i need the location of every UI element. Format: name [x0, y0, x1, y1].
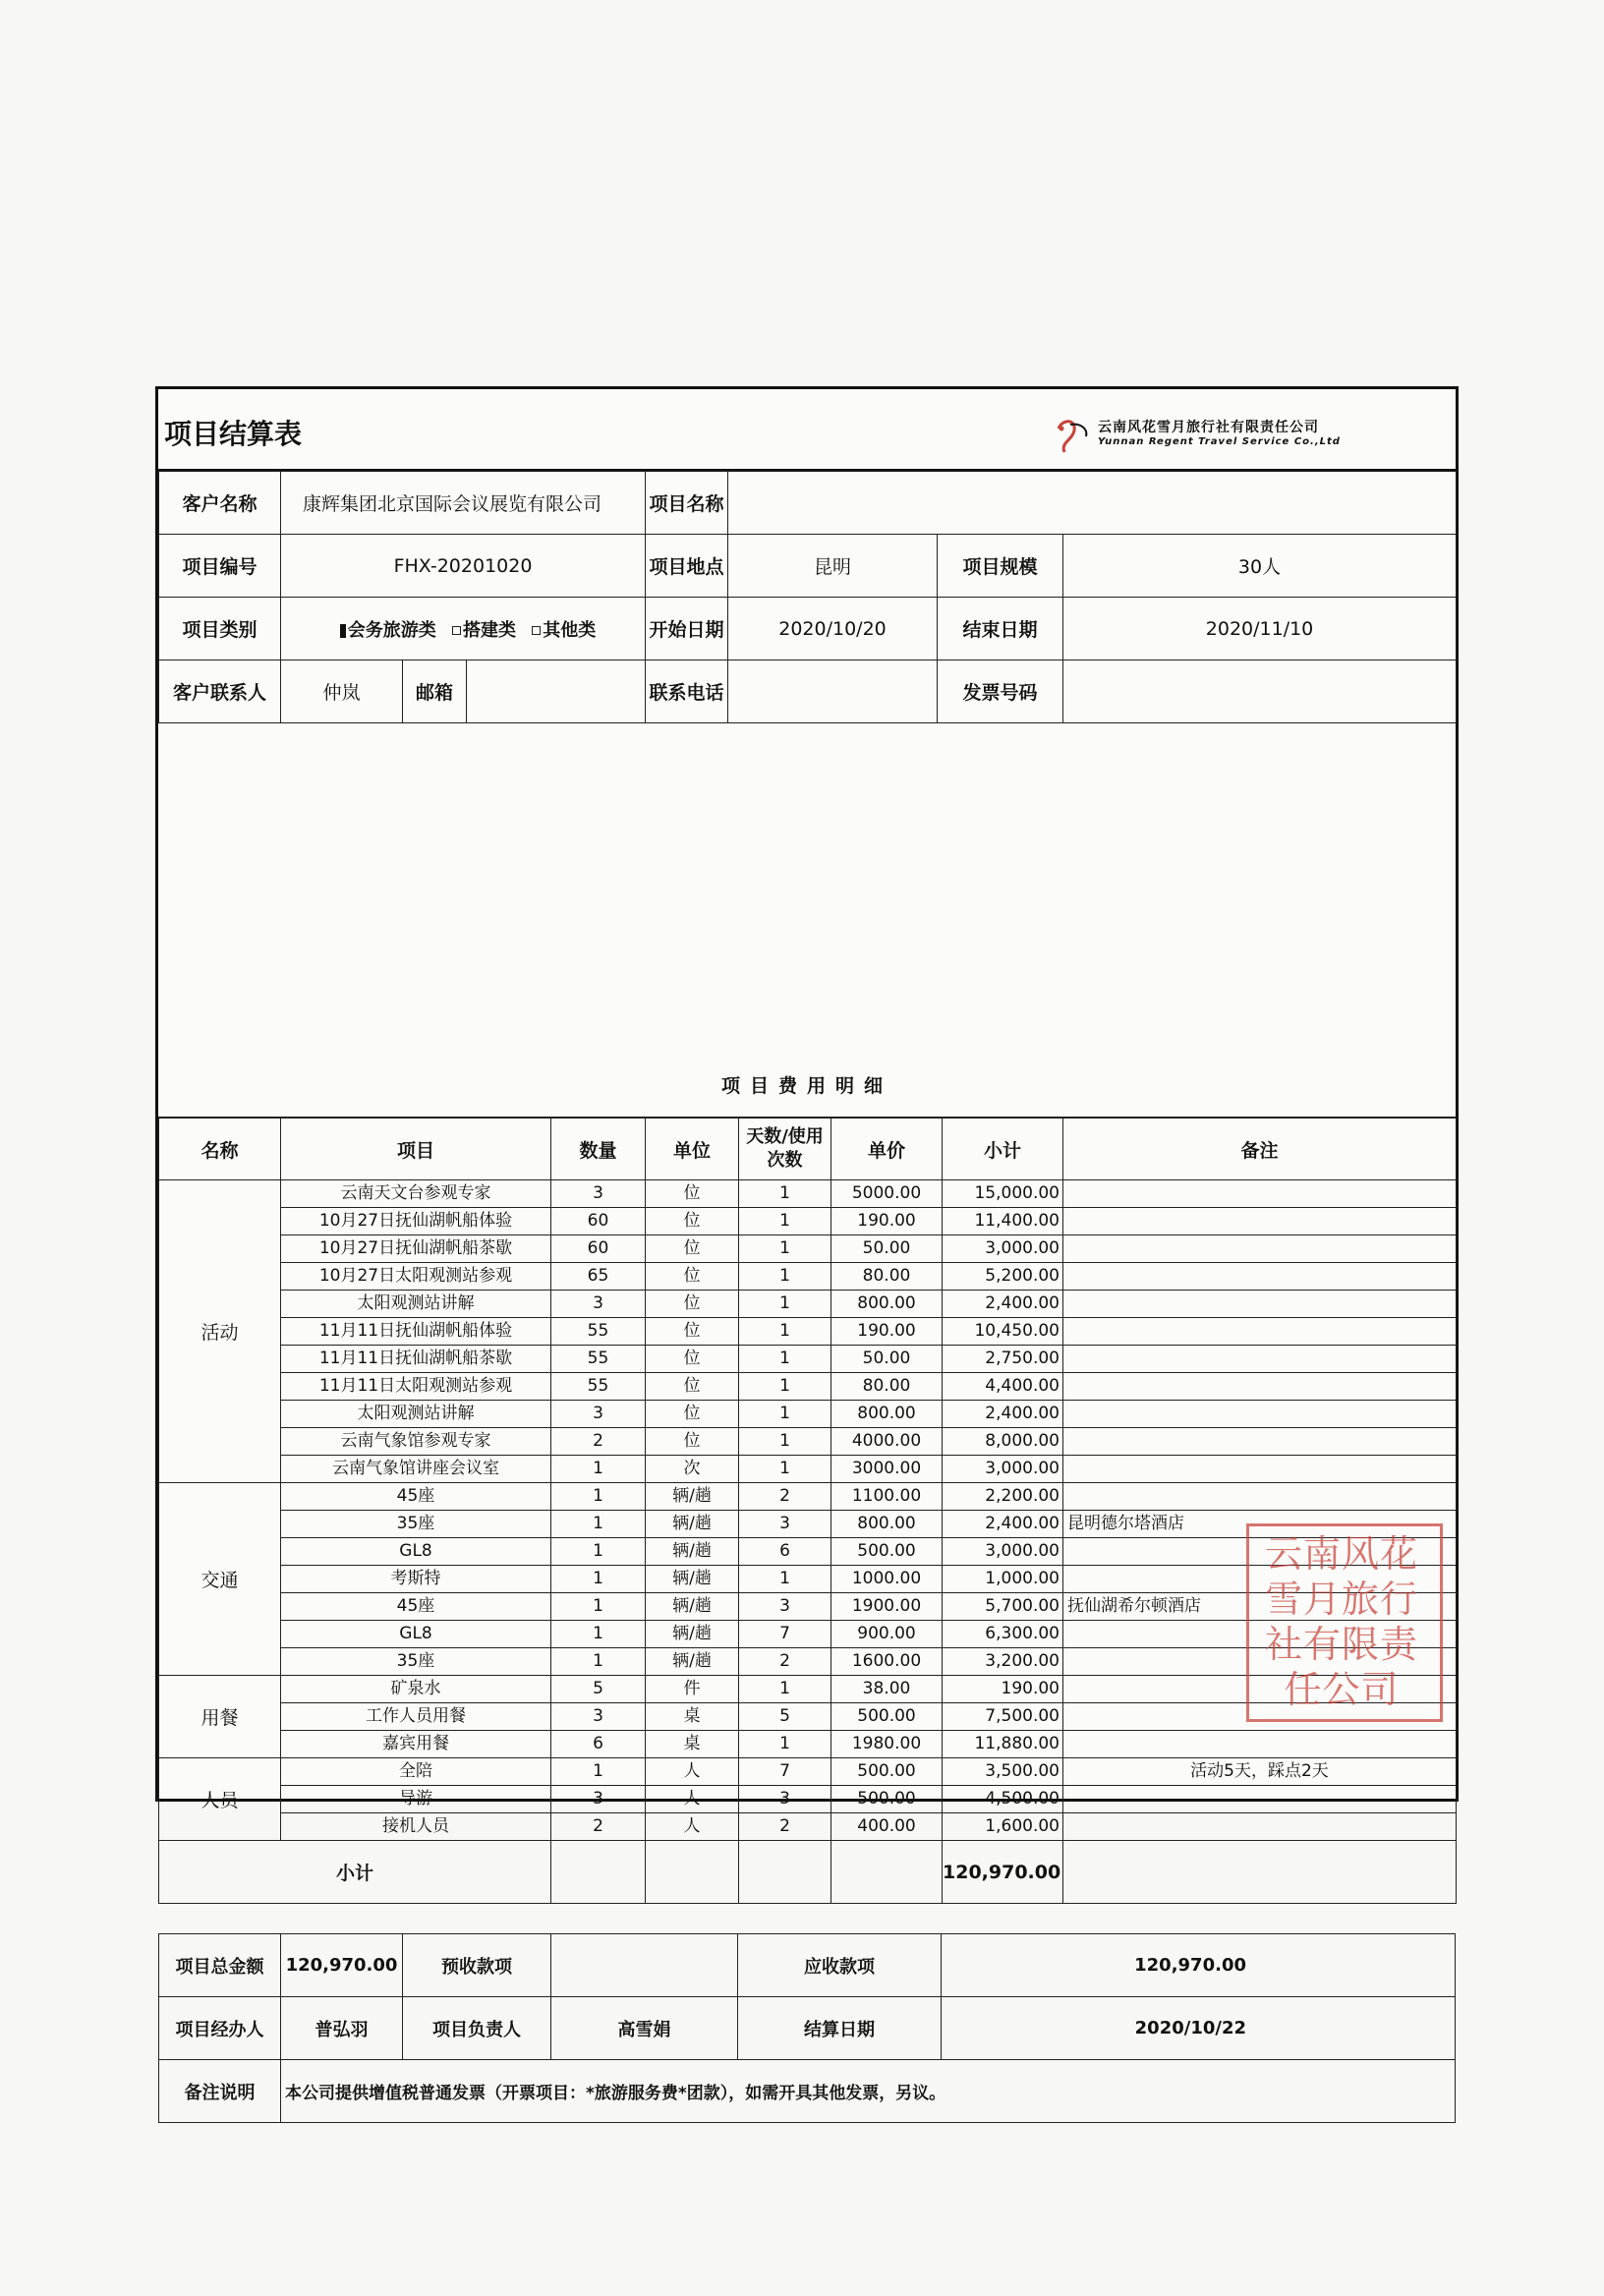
days-cell: 1: [739, 1676, 831, 1703]
subtotal-cell: 5,700.00: [943, 1593, 1063, 1621]
column-header-row: [159, 1119, 1457, 1180]
price-cell: 50.00: [831, 1235, 943, 1263]
days-cell: 1: [739, 1235, 831, 1263]
unit-cell: 位: [646, 1291, 739, 1318]
price-cell: 500.00: [831, 1786, 943, 1813]
qty-cell: 1: [551, 1566, 646, 1593]
unit-cell: 辆/趟: [646, 1483, 739, 1511]
category-options: [281, 598, 646, 660]
note-cell: 抚仙湖希尔顿酒店: [1063, 1593, 1457, 1621]
qty-cell: 55: [551, 1346, 646, 1373]
project-name-label: 项目名称: [646, 472, 728, 535]
subtotal-value: 120,970.00: [943, 1841, 1063, 1904]
days-cell: 5: [739, 1703, 831, 1731]
subtotal-cell: 8,000.00: [943, 1428, 1063, 1456]
item-cell: 太阳观测站讲解: [281, 1401, 551, 1428]
subtotal-cell: 6,300.00: [943, 1621, 1063, 1648]
table-row: [159, 1731, 1457, 1758]
price-cell: 3000.00: [831, 1456, 943, 1483]
note-cell: [1063, 1318, 1457, 1346]
group-name: 交通: [159, 1483, 281, 1676]
price-cell: 500.00: [831, 1538, 943, 1566]
unit-cell: 辆/趟: [646, 1593, 739, 1621]
note-cell: [1063, 1346, 1457, 1373]
price-cell: 1100.00: [831, 1483, 943, 1511]
days-cell: 3: [739, 1511, 831, 1538]
unit-cell: 位: [646, 1428, 739, 1456]
category-option-1: 会务旅游类: [347, 619, 436, 641]
item-cell: 云南天文台参观专家: [281, 1180, 551, 1208]
subtotal-cell: 3,000.00: [943, 1235, 1063, 1263]
qty-cell: 1: [551, 1456, 646, 1483]
price-cell: 500.00: [831, 1758, 943, 1786]
item-cell: GL8: [281, 1621, 551, 1648]
note-cell: [1063, 1263, 1457, 1291]
contact-label: 客户联系人: [159, 660, 281, 723]
table-row: [159, 1758, 1457, 1786]
owner-value: 高雪娟: [551, 1997, 738, 2060]
expense-detail-table: [158, 1118, 1457, 1904]
qty-cell: 65: [551, 1263, 646, 1291]
company-logo: [1053, 417, 1367, 456]
days-cell: 1: [739, 1263, 831, 1291]
days-cell: 2: [739, 1813, 831, 1841]
price-cell: 1980.00: [831, 1731, 943, 1758]
subtotal-cell: 3,000.00: [943, 1538, 1063, 1566]
note-cell: 活动5天，踩点2天: [1063, 1758, 1457, 1786]
item-cell: 11月11日太阳观测站参观: [281, 1373, 551, 1401]
price-cell: 190.00: [831, 1318, 943, 1346]
unit-cell: 辆/趟: [646, 1566, 739, 1593]
subtotal-empty: [1063, 1841, 1457, 1904]
note-cell: [1063, 1621, 1457, 1648]
note-cell: [1063, 1483, 1457, 1511]
days-cell: 1: [739, 1291, 831, 1318]
table-row: [159, 1263, 1457, 1291]
table-row: [159, 1428, 1457, 1456]
col-header-name: 名称: [159, 1119, 281, 1180]
qty-cell: 60: [551, 1208, 646, 1235]
subtotal-empty: [739, 1841, 831, 1904]
qty-cell: 55: [551, 1373, 646, 1401]
subtotal-cell: 11,880.00: [943, 1731, 1063, 1758]
group-name: 人员: [159, 1758, 281, 1841]
item-cell: 45座: [281, 1483, 551, 1511]
sheet-header: [158, 389, 1456, 471]
price-cell: 190.00: [831, 1208, 943, 1235]
location-label: 项目地点: [646, 535, 728, 598]
price-cell: 800.00: [831, 1291, 943, 1318]
invoice-value: [1063, 660, 1457, 723]
col-header-item: 项目: [281, 1119, 551, 1180]
unit-cell: 桌: [646, 1731, 739, 1758]
project-info-table: [158, 471, 1457, 723]
swan-logo-icon: [1053, 417, 1092, 456]
price-cell: 400.00: [831, 1813, 943, 1841]
settlement-sheet: [155, 386, 1459, 2103]
days-cell: 1: [739, 1208, 831, 1235]
price-cell: 900.00: [831, 1621, 943, 1648]
scale-value: 30人: [1063, 535, 1457, 598]
total-value: 120,970.00: [281, 1934, 403, 1997]
table-row: [159, 1676, 1457, 1703]
item-cell: 考斯特: [281, 1566, 551, 1593]
end-date-label: 结束日期: [938, 598, 1063, 660]
qty-cell: 3: [551, 1180, 646, 1208]
subtotal-cell: 190.00: [943, 1676, 1063, 1703]
days-cell: 1: [739, 1346, 831, 1373]
unit-cell: 位: [646, 1235, 739, 1263]
checkbox-icon[interactable]: [532, 626, 541, 635]
col-header-qty: 数量: [551, 1119, 646, 1180]
item-cell: 云南气象馆参观专家: [281, 1428, 551, 1456]
table-row: [159, 1538, 1457, 1566]
price-cell: 5000.00: [831, 1180, 943, 1208]
note-cell: [1063, 1566, 1457, 1593]
company-name-en: Yunnan Regent Travel Service Co.,Ltd: [1098, 436, 1341, 447]
company-name-cn: 云南风花雪月旅行社有限责任公司: [1098, 420, 1319, 435]
project-name-value: [728, 472, 1457, 535]
subtotal-row: [159, 1841, 1457, 1904]
table-row: [159, 1786, 1457, 1813]
days-cell: 7: [739, 1758, 831, 1786]
receivable-label: 应收款项: [738, 1934, 942, 1997]
qty-cell: 3: [551, 1786, 646, 1813]
item-cell: 全陪: [281, 1758, 551, 1786]
price-cell: 38.00: [831, 1676, 943, 1703]
unit-cell: 辆/趟: [646, 1538, 739, 1566]
qty-cell: 1: [551, 1593, 646, 1621]
item-cell: 嘉宾用餐: [281, 1731, 551, 1758]
invoice-label: 发票号码: [938, 660, 1063, 723]
item-cell: 11月11日抚仙湖帆船茶歇: [281, 1346, 551, 1373]
qty-cell: 55: [551, 1318, 646, 1346]
manager-label: 项目经办人: [159, 1997, 281, 2060]
subtotal-cell: 1,600.00: [943, 1813, 1063, 1841]
prepaid-label: 预收款项: [403, 1934, 551, 1997]
unit-cell: 辆/趟: [646, 1648, 739, 1676]
table-row: [159, 1208, 1457, 1235]
expense-detail-body: [159, 1119, 1457, 1904]
table-row: [159, 1566, 1457, 1593]
days-cell: 1: [739, 1401, 831, 1428]
unit-cell: 辆/趟: [646, 1621, 739, 1648]
note-cell: [1063, 1180, 1457, 1208]
price-cell: 50.00: [831, 1346, 943, 1373]
settle-date-value: 2020/10/22: [942, 1997, 1456, 2060]
subtotal-cell: 1,000.00: [943, 1566, 1063, 1593]
subtotal-empty: [646, 1841, 739, 1904]
category-option-2: 搭建类: [463, 619, 516, 641]
item-cell: 35座: [281, 1511, 551, 1538]
table-row: [159, 1180, 1457, 1208]
qty-cell: 60: [551, 1235, 646, 1263]
subtotal-cell: 5,200.00: [943, 1263, 1063, 1291]
note-cell: [1063, 1291, 1457, 1318]
note-cell: [1063, 1208, 1457, 1235]
subtotal-cell: 2,400.00: [943, 1291, 1063, 1318]
item-cell: 35座: [281, 1648, 551, 1676]
phone-label: 联系电话: [646, 660, 728, 723]
manager-value: 普弘羽: [281, 1997, 403, 2060]
contact-value: 仲岚: [281, 660, 403, 723]
receivable-value: 120,970.00: [942, 1934, 1456, 1997]
item-cell: 10月27日抚仙湖帆船体验: [281, 1208, 551, 1235]
subtotal-cell: 3,500.00: [943, 1758, 1063, 1786]
remark-value: 本公司提供增值税普通发票（开票项目：*旅游服务费*团款），如需开具其他发票，另议。: [281, 2060, 1456, 2123]
note-cell: [1063, 1676, 1457, 1703]
table-row: [159, 1703, 1457, 1731]
item-cell: 11月11日抚仙湖帆船体验: [281, 1318, 551, 1346]
checkbox-icon[interactable]: [452, 626, 461, 635]
email-value: [467, 660, 646, 723]
group-name: 活动: [159, 1180, 281, 1483]
subtotal-cell: 4,500.00: [943, 1786, 1063, 1813]
location-value: 昆明: [728, 535, 938, 598]
item-cell: 导游: [281, 1786, 551, 1813]
qty-cell: 1: [551, 1621, 646, 1648]
note-cell: [1063, 1731, 1457, 1758]
unit-cell: 件: [646, 1676, 739, 1703]
qty-cell: 1: [551, 1511, 646, 1538]
col-header-note: 备注: [1063, 1119, 1457, 1180]
qty-cell: 2: [551, 1813, 646, 1841]
note-cell: [1063, 1235, 1457, 1263]
note-cell: [1063, 1813, 1457, 1841]
table-row: [159, 1621, 1457, 1648]
start-date-value: 2020/10/20: [728, 598, 938, 660]
project-no-value: FHX-20201020: [281, 535, 646, 598]
days-cell: 1: [739, 1318, 831, 1346]
qty-cell: 1: [551, 1648, 646, 1676]
qty-cell: 1: [551, 1758, 646, 1786]
days-cell: 1: [739, 1428, 831, 1456]
summary-table: [158, 1933, 1456, 2123]
unit-cell: 位: [646, 1346, 739, 1373]
qty-cell: 6: [551, 1731, 646, 1758]
note-cell: [1063, 1786, 1457, 1813]
qty-cell: 1: [551, 1483, 646, 1511]
table-row: [159, 1593, 1457, 1621]
qty-cell: 3: [551, 1401, 646, 1428]
item-cell: 10月27日抚仙湖帆船茶歇: [281, 1235, 551, 1263]
unit-cell: 人: [646, 1758, 739, 1786]
document-title: 项目结算表: [164, 418, 303, 450]
item-cell: 10月27日太阳观测站参观: [281, 1263, 551, 1291]
note-cell: [1063, 1373, 1457, 1401]
item-cell: 接机人员: [281, 1813, 551, 1841]
subtotal-cell: 2,750.00: [943, 1346, 1063, 1373]
phone-value: [728, 660, 938, 723]
scale-label: 项目规模: [938, 535, 1063, 598]
days-cell: 6: [739, 1538, 831, 1566]
subtotal-cell: 2,200.00: [943, 1483, 1063, 1511]
unit-cell: 位: [646, 1208, 739, 1235]
subtotal-cell: 4,400.00: [943, 1373, 1063, 1401]
project-no-label: 项目编号: [159, 535, 281, 598]
category-label: 项目类别: [159, 598, 281, 660]
col-header-subtotal: 小计: [943, 1119, 1063, 1180]
days-cell: 7: [739, 1621, 831, 1648]
price-cell: 1900.00: [831, 1593, 943, 1621]
unit-cell: 桌: [646, 1703, 739, 1731]
price-cell: 80.00: [831, 1263, 943, 1291]
item-cell: GL8: [281, 1538, 551, 1566]
days-cell: 2: [739, 1483, 831, 1511]
table-row: [159, 1511, 1457, 1538]
note-cell: 昆明德尔塔酒店: [1063, 1511, 1457, 1538]
qty-cell: 3: [551, 1703, 646, 1731]
days-cell: 3: [739, 1786, 831, 1813]
subtotal-empty: [831, 1841, 943, 1904]
unit-cell: 位: [646, 1373, 739, 1401]
days-cell: 1: [739, 1731, 831, 1758]
item-cell: 45座: [281, 1593, 551, 1621]
subtotal-cell: 3,200.00: [943, 1648, 1063, 1676]
col-header-days: 天数/使用次数: [739, 1119, 831, 1180]
unit-cell: 位: [646, 1180, 739, 1208]
end-date-value: 2020/11/10: [1063, 598, 1457, 660]
group-name: 用餐: [159, 1676, 281, 1758]
price-cell: 800.00: [831, 1511, 943, 1538]
client-value: 康辉集团北京国际会议展览有限公司: [281, 472, 646, 535]
days-cell: 1: [739, 1180, 831, 1208]
days-cell: 1: [739, 1456, 831, 1483]
col-header-price: 单价: [831, 1119, 943, 1180]
start-date-label: 开始日期: [646, 598, 728, 660]
table-row: [159, 1401, 1457, 1428]
note-cell: [1063, 1703, 1457, 1731]
price-cell: 1000.00: [831, 1566, 943, 1593]
qty-cell: 2: [551, 1428, 646, 1456]
remark-label: 备注说明: [159, 2060, 281, 2123]
unit-cell: 次: [646, 1456, 739, 1483]
price-cell: 4000.00: [831, 1428, 943, 1456]
client-label: 客户名称: [159, 472, 281, 535]
days-cell: 1: [739, 1566, 831, 1593]
email-label: 邮箱: [403, 660, 467, 723]
price-cell: 1600.00: [831, 1648, 943, 1676]
checkbox-checked-icon[interactable]: [340, 624, 346, 638]
note-cell: [1063, 1428, 1457, 1456]
qty-cell: 3: [551, 1291, 646, 1318]
owner-label: 项目负责人: [403, 1997, 551, 2060]
table-row: [159, 1456, 1457, 1483]
subtotal-label: 小计: [159, 1841, 551, 1904]
table-row: [159, 1373, 1457, 1401]
unit-cell: 位: [646, 1263, 739, 1291]
note-cell: [1063, 1538, 1457, 1566]
days-cell: 2: [739, 1648, 831, 1676]
subtotal-cell: 11,400.00: [943, 1208, 1063, 1235]
note-cell: [1063, 1648, 1457, 1676]
col-header-unit: 单位: [646, 1119, 739, 1180]
table-row: [159, 1291, 1457, 1318]
section-title: 项目费用明细: [158, 1055, 1456, 1118]
settle-date-label: 结算日期: [738, 1997, 942, 2060]
unit-cell: 位: [646, 1318, 739, 1346]
subtotal-cell: 3,000.00: [943, 1456, 1063, 1483]
table-row: [159, 1235, 1457, 1263]
category-option-3: 其他类: [543, 619, 597, 641]
qty-cell: 1: [551, 1538, 646, 1566]
prepaid-value: [551, 1934, 738, 1997]
table-row: [159, 1813, 1457, 1841]
table-row: [159, 1483, 1457, 1511]
qty-cell: 5: [551, 1676, 646, 1703]
unit-cell: 辆/趟: [646, 1511, 739, 1538]
subtotal-cell: 2,400.00: [943, 1511, 1063, 1538]
unit-cell: 位: [646, 1401, 739, 1428]
item-cell: 工作人员用餐: [281, 1703, 551, 1731]
item-cell: 矿泉水: [281, 1676, 551, 1703]
subtotal-cell: 15,000.00: [943, 1180, 1063, 1208]
price-cell: 80.00: [831, 1373, 943, 1401]
item-cell: 云南气象馆讲座会议室: [281, 1456, 551, 1483]
days-cell: 3: [739, 1593, 831, 1621]
table-row: [159, 1346, 1457, 1373]
subtotal-empty: [551, 1841, 646, 1904]
total-label: 项目总金额: [159, 1934, 281, 1997]
item-cell: 太阳观测站讲解: [281, 1291, 551, 1318]
price-cell: 500.00: [831, 1703, 943, 1731]
subtotal-cell: 7,500.00: [943, 1703, 1063, 1731]
table-row: [159, 1318, 1457, 1346]
unit-cell: 人: [646, 1786, 739, 1813]
price-cell: 800.00: [831, 1401, 943, 1428]
days-cell: 1: [739, 1373, 831, 1401]
subtotal-cell: 2,400.00: [943, 1401, 1063, 1428]
table-row: [159, 1648, 1457, 1676]
stamp-text: 云南风花雪月旅行社有限责任公司: [1264, 1532, 1418, 1711]
unit-cell: 人: [646, 1813, 739, 1841]
note-cell: [1063, 1456, 1457, 1483]
subtotal-cell: 10,450.00: [943, 1318, 1063, 1346]
note-cell: [1063, 1401, 1457, 1428]
